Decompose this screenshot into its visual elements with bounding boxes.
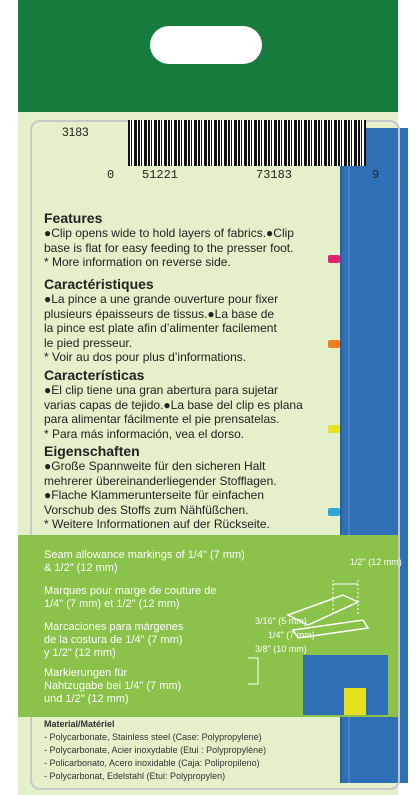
label-three-sixteenth: 3/16" (5 mm) [255,616,307,626]
label-three-eighth: 3/8" (10 mm) [255,644,307,654]
section-heading: Features [44,210,103,226]
pink-clip [328,255,340,263]
seam-text-en [44,549,245,575]
section-line: ●Große Spannweite für den sicheren Halt [44,459,266,473]
section-line: mehrerer übereinanderliegender Stofflagen. [44,473,277,488]
section-line: ●Flache Klammerunterseite für einfachen [44,488,265,502]
section-line: para alimentar fácilmente el pie prensatelas. [44,412,280,426]
section-heading: Eigenschaften [44,443,140,459]
seam-es-line3: y 1/2" (12 mm) [44,647,116,659]
seam-en-frac2: 1/2" [54,562,74,574]
barcode-group1: 51221 [142,168,179,182]
section-caracteristiques [44,276,340,365]
barcode-right-digit: 9 [372,168,380,182]
seam-text-fr [44,585,216,611]
seam-en-mm2: (12 mm) [76,562,118,574]
seam-fr-line2: 1/4" (7 mm) et 1/2" (12 mm) [44,598,180,610]
blue-clip [328,508,340,516]
section-line: ●El clip tiene una gran abertura para sujetar [44,383,279,397]
material-line: - Polycarbonate, Stainless steel (Case: Polypropylene) [44,732,262,742]
barcode-left-digit: 0 [107,168,115,182]
material-list [44,718,344,783]
yellow-clip [328,425,340,433]
seam-text-es [44,621,183,660]
section-line: * Weitere Informationen auf der Rückseite. [44,517,270,531]
section-features [44,210,340,270]
seam-de-line2: Nahtzugabe bei 1/4" (7 mm) [44,680,182,692]
section-line: * Para más información, vea el dorso. [44,426,245,441]
material-line: - Polycarbonate, Acier inoxydable (Etui : Polypropylène) [44,745,267,755]
barcode [128,120,366,166]
seam-text-de [44,667,181,706]
seam-en-mm1: (7 mm) [209,549,245,561]
seam-en-line1: Seam allowance markings of [44,549,185,561]
seam-en-frac1: 1/4" [187,549,207,561]
orange-clip [328,340,340,348]
section-line: * Voir au dos pour plus d’informations. [44,350,247,364]
section-line: base is flat for easy feeding to the presser foot. [44,240,294,255]
material-line: - Policarbonato, Acero inoxidable (Caja: Polipropileno) [44,758,260,768]
section-caracteristicas [44,367,340,441]
seam-es-line1: Marcaciones para márgenes [44,621,184,633]
section-line: ●La pince a une grande ouverture pour fixer [44,292,279,306]
section-line: * More information on reverse side. [44,255,231,269]
section-heading: Caractéristiques [44,276,154,292]
clip-diagram [248,570,388,715]
barcode-group2: 73183 [256,168,293,182]
section-line: le pied presseur. [44,335,133,350]
section-heading: Características [44,367,145,383]
section-line: Vorschub des Stoffs zum Nähfüßchen. [44,502,249,517]
section-line: plusieurs épaisseurs de tissus.●La base de [44,306,275,321]
section-line: varias capas de tejido.●La base del clip es plana [44,397,303,412]
section-eigenschaften [44,443,340,532]
seam-de-line1: Markierungen für [44,667,128,679]
hang-hole [150,26,262,64]
seam-de-line3: und 1/2" (12 mm) [44,693,129,705]
seam-en-amp: & [44,562,52,574]
seam-es-line2: de la costura de 1/4" (7 mm) [44,634,183,646]
section-line: ●Clip opens wide to hold layers of fabrics.●Clip [44,226,294,240]
seam-fr-line1: Marques pour marge de couture de [44,585,217,597]
label-quarter: 1/4" (7 mm) [268,630,315,640]
product-number: 3183 [62,125,89,139]
label-half-inch: 1/2" (12 mm) [350,557,402,567]
section-line: la pince est plate afin d’alimenter facilement [44,321,277,335]
material-title: Material/Matériel [44,719,115,729]
material-line: - Polycarbonat, Edelstahl (Etui: Polypropylen) [44,771,226,781]
